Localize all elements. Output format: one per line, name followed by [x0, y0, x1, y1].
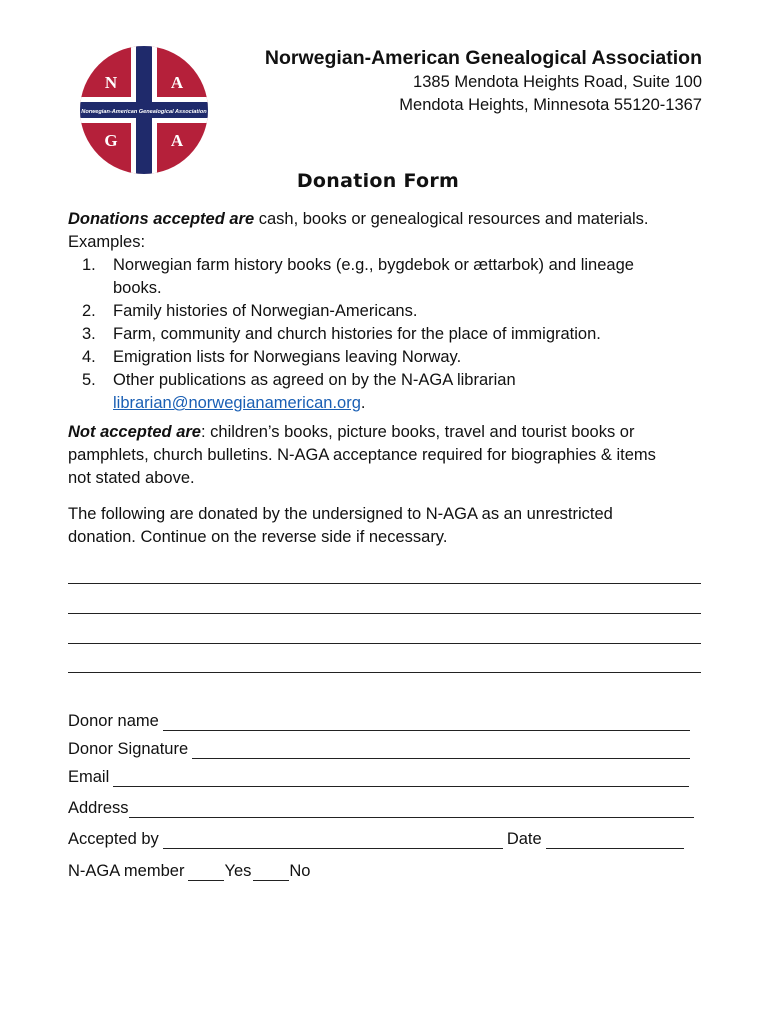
org-name: Norwegian-American Genealogical Association	[264, 47, 702, 69]
list-item	[68, 254, 634, 300]
list-item-number: 3.	[82, 325, 96, 343]
list-item-text-cont	[113, 392, 634, 415]
address-line-2: Mendota Heights, Minnesota 55120-1367	[399, 96, 702, 114]
list-item-number: 2.	[82, 302, 96, 320]
accepted-text: cash, books or genealogical resources and materials.	[254, 210, 649, 228]
list-item-text: Farm, community and church histories for the place of immigration.	[113, 325, 601, 343]
donor-signature-row	[68, 740, 690, 759]
donation-statement-line-2: donation. Continue on the reverse side if necessary.	[68, 528, 448, 546]
not-accepted-paragraph	[68, 421, 656, 490]
list-item-text-cont: books.	[113, 279, 162, 297]
examples-list	[68, 254, 634, 415]
list-item	[68, 300, 634, 323]
list-item	[68, 323, 634, 346]
donation-line-2[interactable]	[68, 613, 701, 614]
donor-name-field[interactable]	[163, 714, 690, 731]
logo-letter-a-bottom: A	[170, 131, 184, 150]
accepted-by-field[interactable]	[163, 832, 503, 849]
not-accepted-lead: Not accepted are	[68, 423, 201, 441]
list-item-number: 5.	[82, 371, 96, 389]
donor-name-label: Donor name	[68, 712, 159, 730]
logo-letter-n: N	[104, 73, 118, 92]
not-accepted-line-3: not stated above.	[68, 469, 195, 487]
donor-signature-label: Donor Signature	[68, 740, 189, 758]
logo-banner-text: Norwegian-American Genealogical Association	[81, 109, 207, 115]
date-label: Date	[506, 830, 542, 848]
logo-letter-a-top: A	[170, 73, 184, 92]
accepted-lead: Donations accepted are	[68, 210, 255, 228]
accepted-by-label: Accepted by	[68, 830, 159, 848]
list-item-number: 1.	[82, 256, 96, 274]
donation-line-3[interactable]	[68, 643, 701, 644]
member-yes-field[interactable]	[188, 864, 224, 881]
list-item-text: Norwegian farm history books (e.g., bygdebok or ættarbok) and lineage	[113, 256, 634, 274]
address-line-1: 1385 Mendota Heights Road, Suite 100	[413, 73, 702, 91]
address-field[interactable]	[129, 801, 694, 818]
accepted-paragraph	[68, 208, 649, 231]
address-label: Address	[68, 799, 129, 817]
naga-logo	[79, 45, 209, 175]
donor-name-row	[68, 712, 690, 731]
donation-line-4[interactable]	[68, 672, 701, 673]
list-item-text: Family histories of Norwegian-Americans.	[113, 302, 418, 320]
not-accepted-line-1	[68, 421, 656, 444]
accepted-by-row	[68, 830, 684, 849]
not-accepted-text: : children’s books, picture books, travel and tourist books or	[200, 423, 635, 441]
member-yes-label: Yes	[224, 862, 252, 880]
donor-signature-field[interactable]	[192, 742, 690, 759]
list-item-text: Emigration lists for Norwegians leaving Norway.	[113, 348, 462, 366]
librarian-email-link[interactable]: librarian@norwegianamerican.org	[113, 394, 361, 412]
address-row	[68, 799, 694, 818]
date-field[interactable]	[546, 832, 684, 849]
logo-letter-g: G	[104, 131, 118, 150]
donation-line-1[interactable]	[68, 583, 701, 584]
email-label: Email	[68, 768, 110, 786]
list-item	[68, 346, 634, 369]
email-suffix: .	[360, 394, 366, 412]
list-item-number: 4.	[82, 348, 96, 366]
not-accepted-line-2: pamphlets, church bulletins. N-AGA acceptance required for biographies & items	[68, 446, 656, 464]
member-no-field[interactable]	[253, 864, 289, 881]
email-row	[68, 768, 689, 787]
member-row	[68, 862, 310, 881]
form-title: Donation Form	[296, 170, 460, 192]
donation-statement	[68, 503, 613, 549]
list-item-text: Other publications as agreed on by the N-AGA librarian	[113, 371, 516, 389]
member-label: N-AGA member	[68, 862, 185, 880]
list-item	[68, 369, 634, 415]
examples-label: Examples:	[68, 233, 146, 251]
member-no-label: No	[289, 862, 311, 880]
donation-statement-line-1: The following are donated by the undersigned to N-AGA as an unrestricted	[68, 505, 613, 523]
email-field[interactable]	[113, 770, 689, 787]
